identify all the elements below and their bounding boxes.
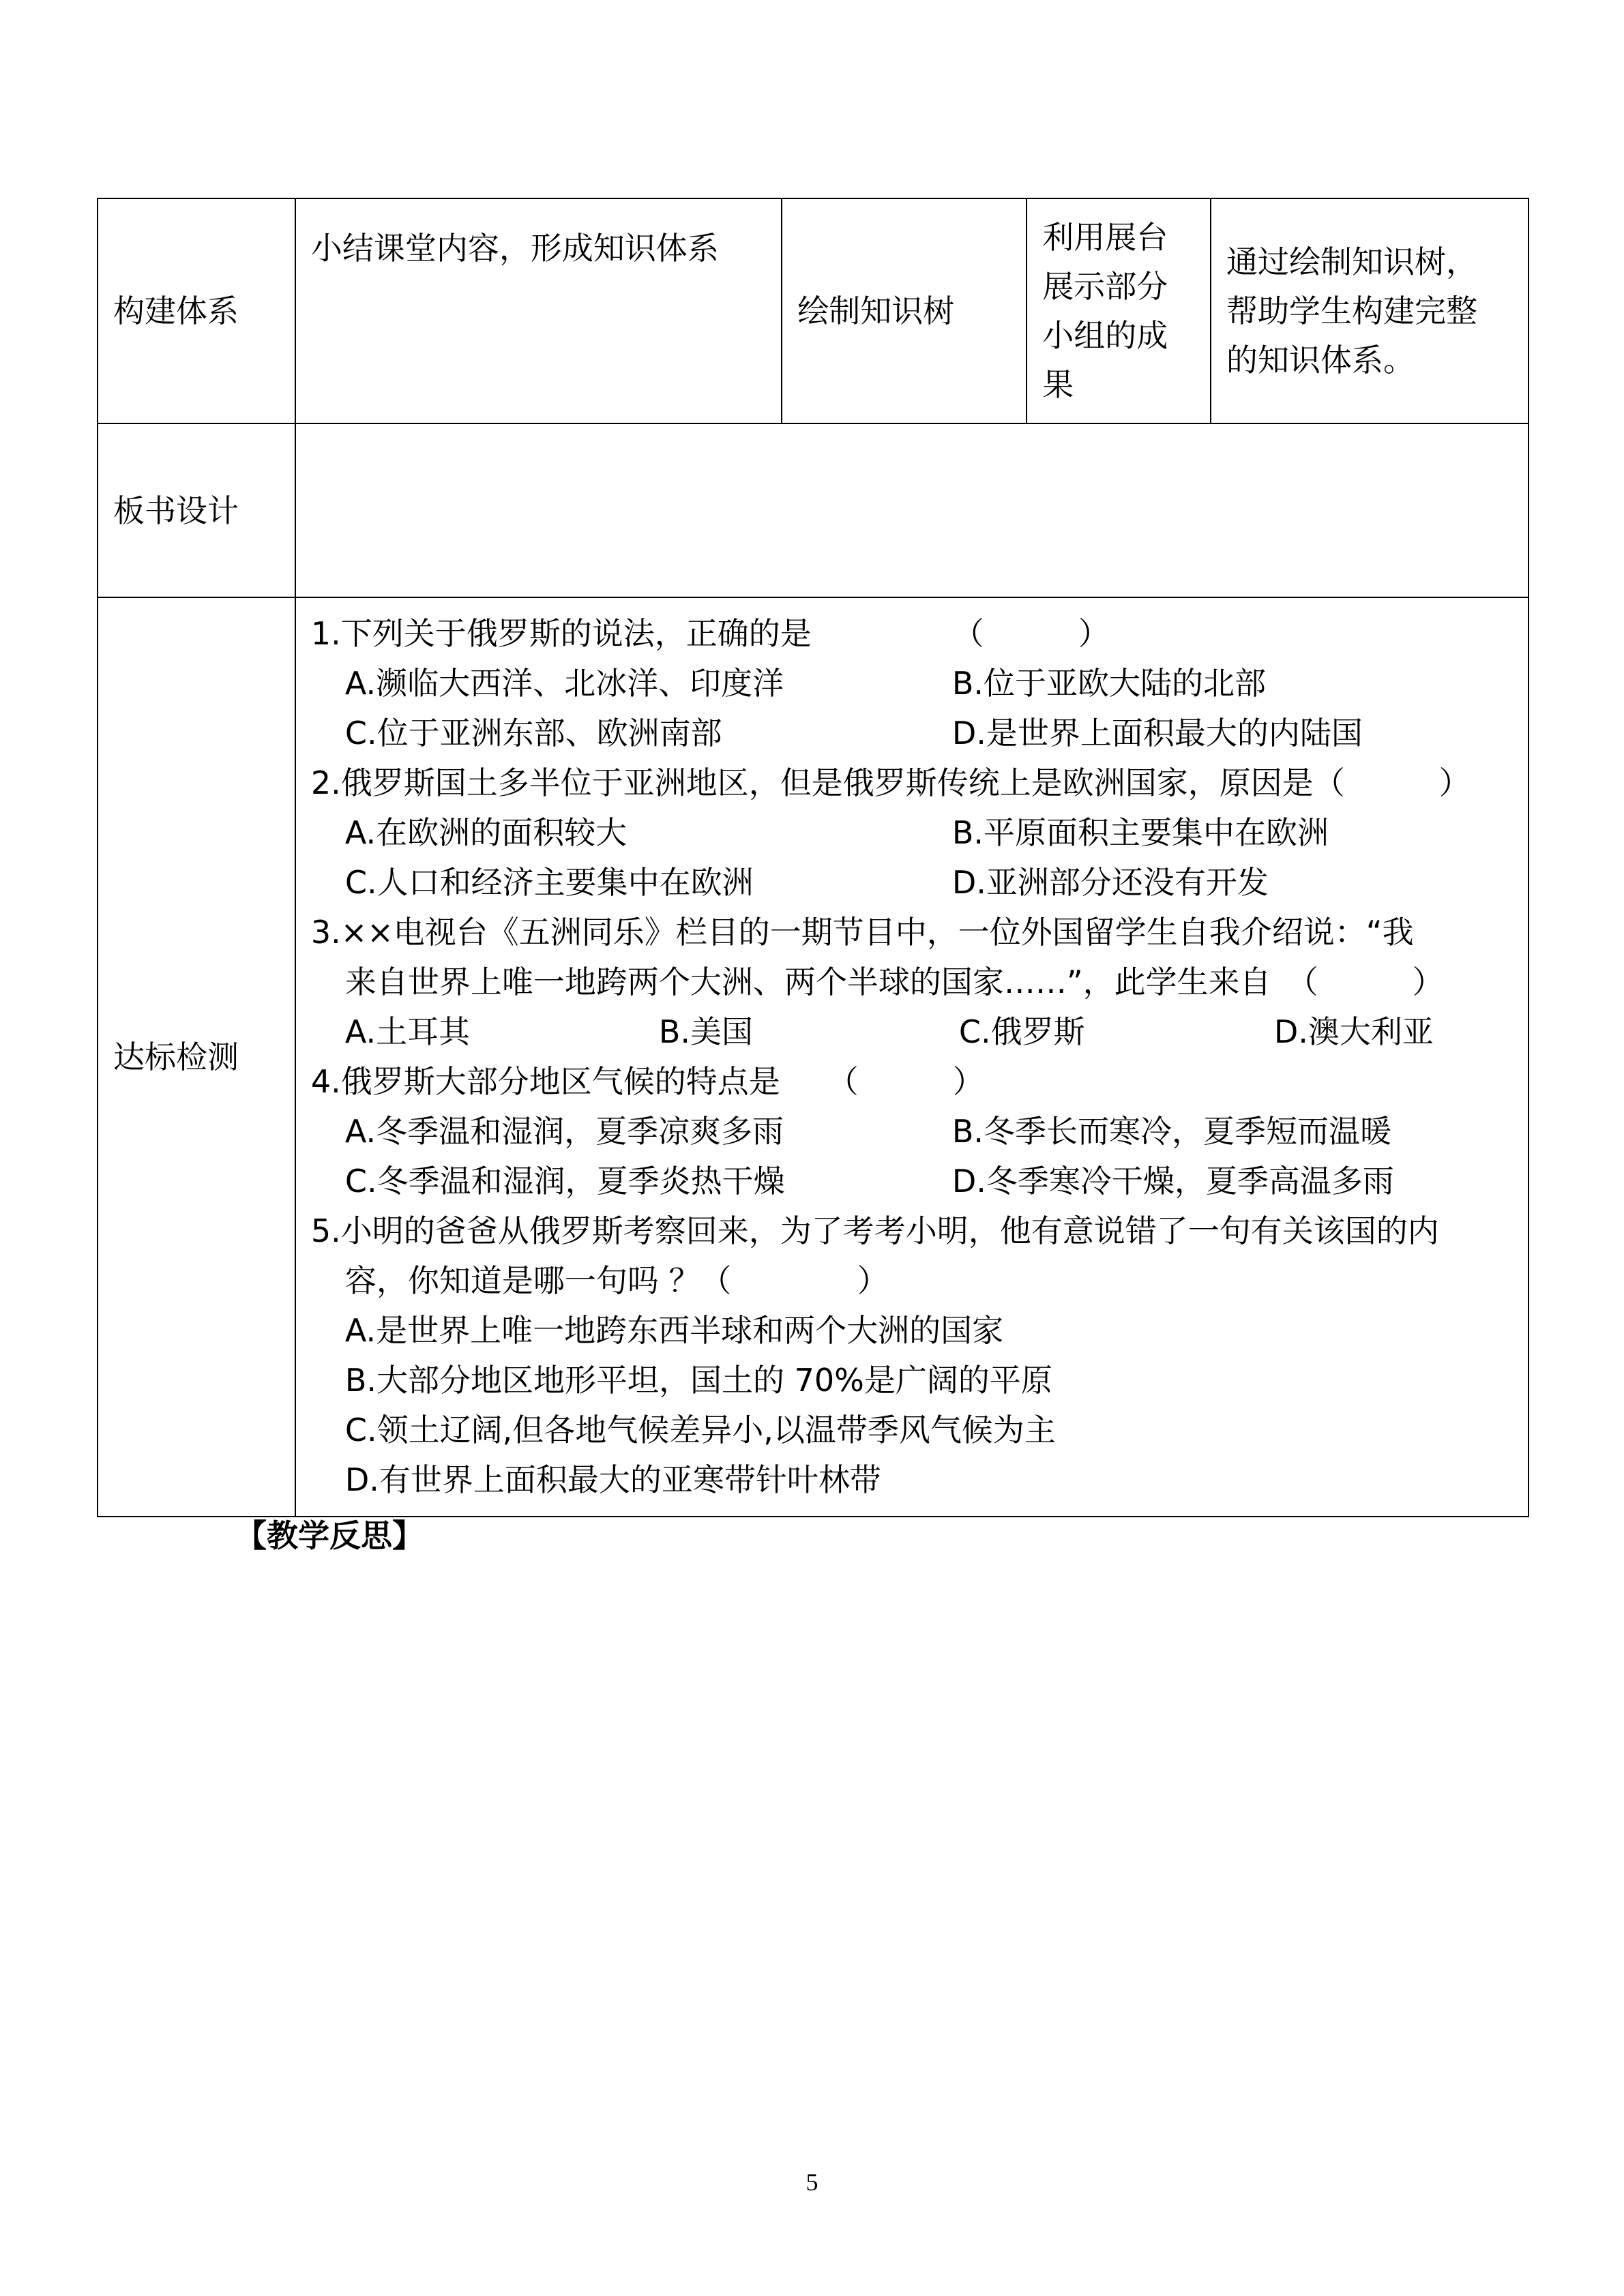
option-d: D.是世界上面积最大的内陆国 (951, 715, 1363, 751)
option-d: D.澳大利亚 (1273, 1013, 1434, 1050)
teacher-activity-text: 小结课堂内容，形成知识体系 (310, 230, 719, 267)
option-a: A.冬季温和湿润，夏季凉爽多雨 (344, 1113, 784, 1150)
media-cell (1027, 198, 1211, 423)
stage-cell (98, 597, 295, 1517)
table-row-build-system (98, 198, 1529, 423)
student-activity-text: 绘制知识树 (797, 293, 955, 329)
blackboard-content-cell (295, 423, 1529, 597)
option-row (311, 808, 1513, 858)
question-1 (311, 609, 1513, 758)
teacher-activity-cell (295, 198, 782, 423)
option-row (311, 1007, 1513, 1057)
lesson-plan-table (97, 198, 1529, 1517)
option-row (311, 709, 1513, 758)
intent-line: 的知识体系。 (1226, 342, 1415, 378)
question-2 (311, 758, 1513, 908)
option-row (311, 1107, 1513, 1157)
question-stem: 5.小明的爸爸从俄罗斯考察回来，为了考考小明，他有意说错了一句有关该国的内 (310, 1212, 1439, 1249)
table-row-assessment (98, 597, 1529, 1517)
table-row-blackboard-design (98, 423, 1529, 597)
media-line: 利用展台 (1042, 219, 1168, 256)
stage-label: 达标检测 (113, 1039, 239, 1075)
student-activity-cell (782, 198, 1027, 423)
quiz-cell (295, 597, 1529, 1517)
stage-cell (98, 198, 295, 423)
option-b: B.冬季长而寒冷，夏季短而温暖 (951, 1113, 1392, 1150)
option-a: A.在欧洲的面积较大 (344, 814, 628, 851)
option-c: C.冬季温和湿润，夏季炎热干燥 (344, 1163, 785, 1199)
option-row (311, 1157, 1513, 1206)
stage-cell (98, 423, 295, 597)
question-stem-continued: 容，你知道是哪一句吗 ？（ ） (344, 1262, 889, 1299)
media-line: 展示部分 (1042, 268, 1168, 305)
question-stem: 1.下列关于俄罗斯的说法，正确的是 （ ） (310, 615, 1110, 652)
option-c: C.领土辽阔,但各地气候差异小,以温带季风气候为主 (344, 1412, 1056, 1448)
question-stem: 3.××电视台《五洲同乐》栏目的一期节目中，一位外国留学生自我介绍说：“我 (310, 914, 1414, 951)
intent-cell (1211, 198, 1529, 423)
question-stem: 2.俄罗斯国土多半位于亚洲地区，但是俄罗斯传统上是欧洲国家，原因是（ ） (310, 764, 1471, 801)
option-c: C.位于亚洲东部、欧洲南部 (344, 715, 722, 751)
question-4 (311, 1057, 1513, 1206)
stage-label: 板书设计 (113, 492, 239, 529)
option-d: D.亚洲部分还没有开发 (951, 864, 1269, 901)
question-stem: 4.俄罗斯大部分地区气候的特点是 （ ） (310, 1063, 984, 1100)
option-a: A.土耳其 (344, 1013, 471, 1050)
option-row (311, 858, 1513, 908)
page-number: 5 (806, 2168, 818, 2196)
question-stem-continued: 来自世界上唯一地跨两个大洲、两个半球的国家……”，此学生来自 （ ） (344, 964, 1444, 1000)
option-c: C.人口和经济主要集中在欧洲 (344, 864, 754, 901)
question-5 (311, 1206, 1513, 1505)
teaching-reflection-heading: 【教学反思】 (235, 1517, 424, 1554)
option-a: A.濒临大西洋、北冰洋、印度洋 (344, 665, 784, 702)
media-line: 小组的成 (1042, 317, 1168, 354)
option-d: D.有世界上面积最大的亚寒带针叶林带 (344, 1461, 881, 1498)
option-b: B.大部分地区地形平坦，国土的 70%是广阔的平原 (344, 1362, 1052, 1399)
question-3 (311, 908, 1513, 1057)
stage-label: 构建体系 (113, 293, 239, 329)
option-d: D.冬季寒冷干燥，夏季高温多雨 (951, 1163, 1394, 1199)
option-a: A.是世界上唯一地跨东西半球和两个大洲的国家 (344, 1312, 1004, 1349)
intent-line: 帮助学生构建完整 (1226, 293, 1477, 329)
option-b: B.平原面积主要集中在欧洲 (951, 814, 1329, 851)
option-b: B.美国 (658, 1013, 754, 1050)
option-row (311, 659, 1513, 709)
intent-line: 通过绘制知识树， (1226, 243, 1477, 280)
media-line: 果 (1042, 366, 1074, 403)
option-b: B.位于亚欧大陆的北部 (951, 665, 1267, 702)
option-c: C.俄罗斯 (958, 1013, 1085, 1050)
